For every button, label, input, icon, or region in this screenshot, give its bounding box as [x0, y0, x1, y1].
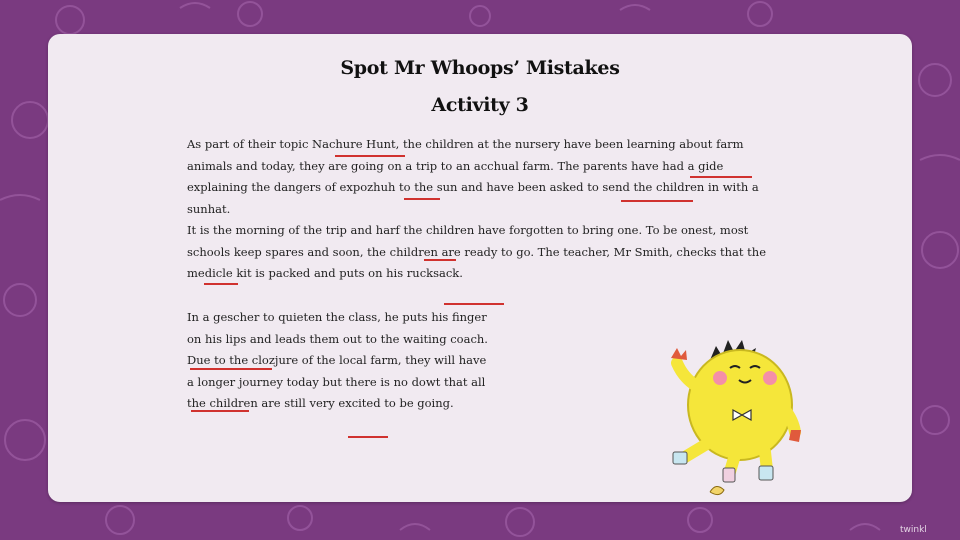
mistake-underline	[444, 303, 504, 305]
mistake-underline	[404, 198, 440, 200]
mistake-underline	[335, 155, 405, 157]
paragraph-2: It is the morning of the trip and harf the children have forgotten to bring one. To be onest, most schools keep spares and soon, the children are ready to go. The teacher, Mr Smith, checks that the medicle kit is packed and puts on his rucksack.	[187, 223, 767, 280]
mistake-underline	[348, 436, 388, 438]
mistake-underline	[191, 410, 249, 412]
twinkl-logo: twinkl	[900, 525, 927, 535]
mistake-underline	[190, 368, 272, 370]
mr-whoops-mascot	[655, 330, 805, 500]
mistake-underline	[621, 200, 693, 202]
paragraph-3: In a gescher to quieten the class, he puts his finger on his lips and leads them out to the waiting coach. Due to the clozjure of the local farm, they will have a longer journey today but there is no dowt that all the children are still very excited to be going.	[187, 310, 488, 410]
paragraph-1: As part of their topic Nachure Hunt, the children at the nursery have been learning about farm animals and today, they are going on a trip to an acchual farm. The parents have had a gide explaining the dangers of expozhuh to the sun and have been asked to send the children in with a sunhat.	[187, 137, 759, 216]
activity-subtitle: Activity 3	[431, 94, 529, 116]
page-title: Spot Mr Whoops’ Mistakes	[340, 57, 620, 79]
mistake-underline	[204, 283, 238, 285]
mistake-underline	[424, 259, 456, 261]
mistake-underline	[690, 176, 752, 178]
